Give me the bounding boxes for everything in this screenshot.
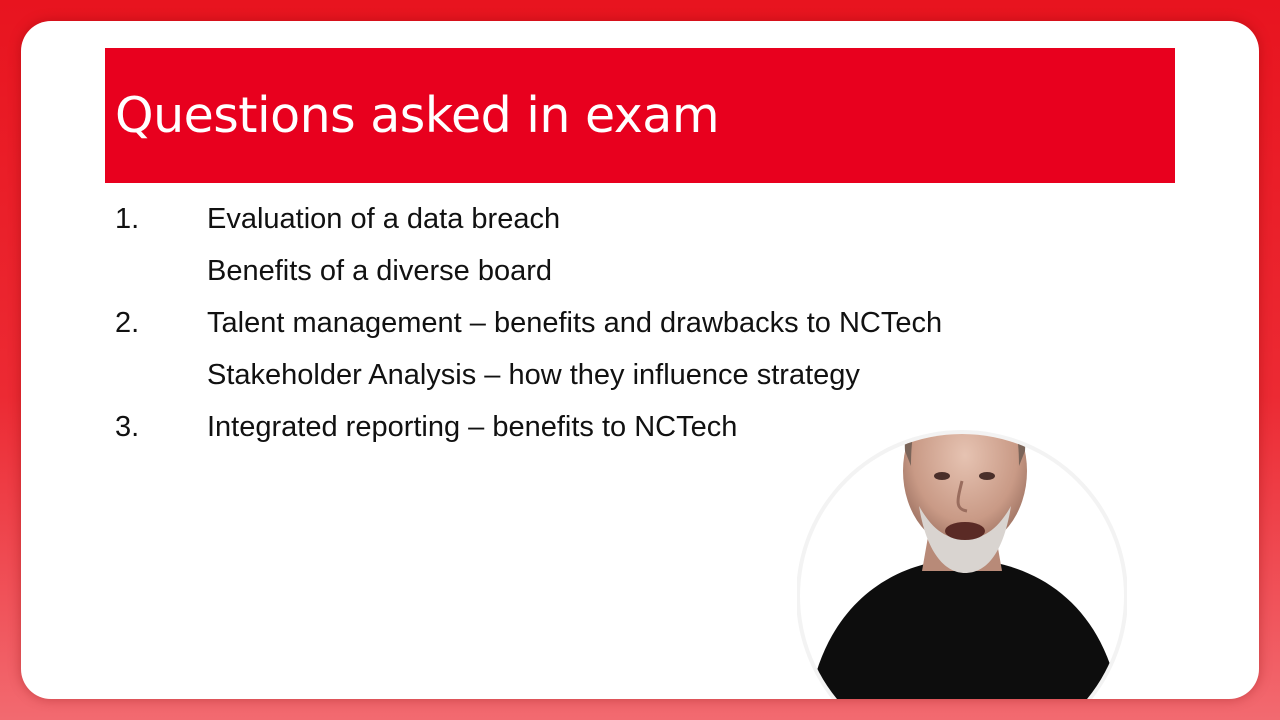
slide-card: [21, 21, 1259, 699]
list-item: [115, 297, 1115, 349]
slide-title: Questions asked in exam: [115, 87, 720, 144]
list-item-number: 2.: [115, 307, 140, 339]
list-item-text: Talent management – benefits and drawbacks to NCTech: [207, 307, 943, 339]
list-item-text: Stakeholder Analysis – how they influence strategy: [207, 359, 860, 391]
list-item-text: Benefits of a diverse board: [207, 255, 552, 287]
title-banner: [105, 48, 1175, 183]
list-item-number: 1.: [115, 203, 140, 235]
list-item: [115, 193, 1115, 245]
presenter-video-cutout: [797, 381, 1127, 699]
list-item-text: Integrated reporting – benefits to NCTech: [207, 411, 738, 443]
list-item-text: Evaluation of a data breach: [207, 203, 561, 235]
list-item-number: 3.: [115, 411, 140, 443]
list-item: [115, 245, 1115, 297]
